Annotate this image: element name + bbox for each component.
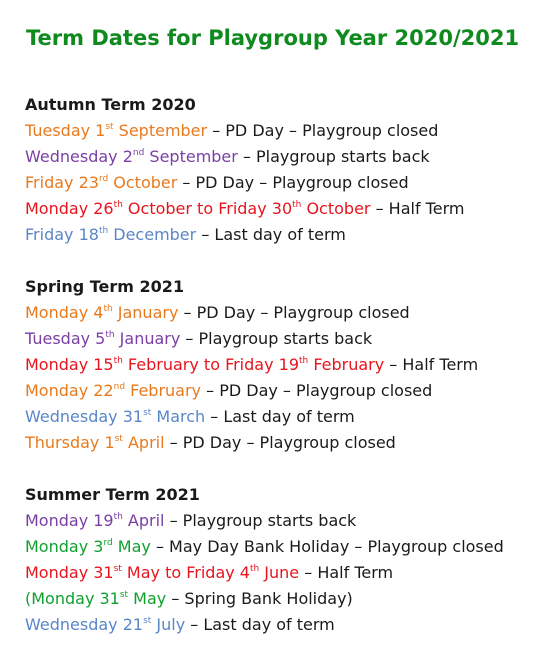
date-text: Monday 22nd February xyxy=(25,381,202,400)
term-date-row xyxy=(25,170,464,196)
date-text: (Monday 31st May xyxy=(25,589,167,608)
event-description: – Playgroup starts back xyxy=(164,511,357,530)
date-text: Monday 4th January xyxy=(25,303,179,322)
event-description: – Half Term xyxy=(370,199,465,218)
term-date-row xyxy=(25,560,504,586)
date-text: Wednesday 2nd September xyxy=(25,147,238,166)
term-date-row xyxy=(25,300,478,326)
event-description: – PD Day – Playgroup closed xyxy=(177,173,409,192)
spring-term-section xyxy=(25,274,478,456)
term-date-row xyxy=(25,222,464,248)
date-text: Tuesday 1st September xyxy=(25,121,208,140)
date-text: Friday 18th December xyxy=(25,225,197,244)
date-text: Monday 3rd May xyxy=(25,537,151,556)
term-date-row xyxy=(25,118,464,144)
term-date-row xyxy=(25,534,504,560)
page-title: Term Dates for Playgroup Year 2020/2021 xyxy=(26,26,520,50)
term-date-row xyxy=(25,586,504,612)
term-date-row xyxy=(25,430,478,456)
section-heading: Spring Term 2021 xyxy=(25,277,185,296)
section-heading: Autumn Term 2020 xyxy=(25,95,196,114)
event-description: – Playgroup starts back xyxy=(237,147,430,166)
date-text: Friday 23rd October xyxy=(25,173,178,192)
event-description: – PD Day – Playgroup closed xyxy=(178,303,410,322)
date-text: Thursday 1st April xyxy=(25,433,165,452)
event-description: – PD Day – Playgroup closed xyxy=(207,121,439,140)
date-text: Tuesday 5th January xyxy=(25,329,181,348)
event-description: – PD Day – Playgroup closed xyxy=(164,433,396,452)
term-date-row xyxy=(25,326,478,352)
date-text: Wednesday 31st March xyxy=(25,407,206,426)
event-description: – Half Term xyxy=(384,355,479,374)
event-description: – Last day of term xyxy=(196,225,346,244)
term-date-row xyxy=(25,144,464,170)
term-date-row xyxy=(25,196,464,222)
event-description: – Last day of term xyxy=(205,407,355,426)
term-date-row xyxy=(25,378,478,404)
date-text: Monday 26th October to Friday 30th October xyxy=(25,199,371,218)
autumn-term-section xyxy=(25,92,464,248)
event-description: – Spring Bank Holiday) xyxy=(166,589,353,608)
section-heading: Summer Term 2021 xyxy=(25,485,200,504)
term-date-row xyxy=(25,508,504,534)
event-description: – Playgroup starts back xyxy=(180,329,373,348)
event-description: – PD Day – Playgroup closed xyxy=(201,381,433,400)
summer-term-section xyxy=(25,482,504,638)
date-text: Wednesday 21st July xyxy=(25,615,186,634)
event-description: – Half Term xyxy=(299,563,394,582)
term-date-row xyxy=(25,404,478,430)
term-date-row xyxy=(25,352,478,378)
date-text: Monday 15th February to Friday 19th February xyxy=(25,355,385,374)
term-date-row xyxy=(25,612,504,638)
date-text: Monday 19th April xyxy=(25,511,165,530)
date-text: Monday 31st May to Friday 4th June xyxy=(25,563,300,582)
event-description: – Last day of term xyxy=(185,615,335,634)
event-description: – May Day Bank Holiday – Playgroup closed xyxy=(150,537,504,556)
